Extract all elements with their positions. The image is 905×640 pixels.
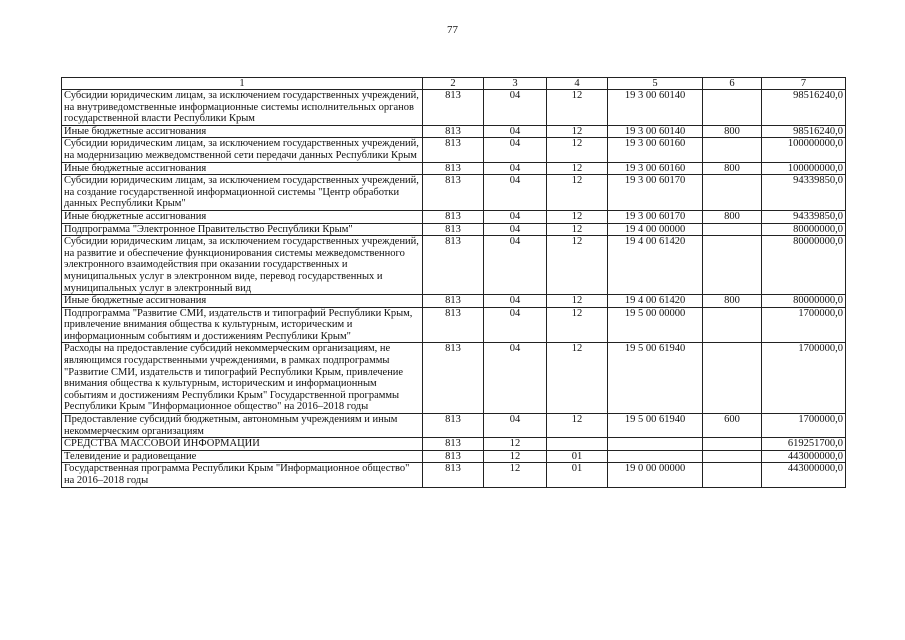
table-row — [62, 450, 846, 463]
amount: 94339850,0 — [762, 210, 846, 223]
target-article-code: 19 5 00 00000 — [608, 307, 703, 343]
column-number-row — [62, 78, 846, 90]
section-code: 04 — [484, 210, 547, 223]
subsection-code: 12 — [547, 414, 608, 438]
amount: 100000000,0 — [762, 138, 846, 162]
row-name: Предоставление субсидий бюджетным, автономным учреждениям и иным некоммерческим организациям — [62, 414, 423, 438]
target-article-code — [608, 438, 703, 451]
table-row — [62, 414, 846, 438]
section-code: 04 — [484, 343, 547, 414]
expense-type-code — [703, 223, 762, 236]
table-row — [62, 236, 846, 295]
column-header: 4 — [547, 78, 608, 90]
subsection-code: 12 — [547, 295, 608, 308]
amount: 94339850,0 — [762, 175, 846, 211]
row-name: Иные бюджетные ассигнования — [62, 295, 423, 308]
row-name: Иные бюджетные ассигнования — [62, 210, 423, 223]
column-header: 1 — [62, 78, 423, 90]
target-article-code: 19 5 00 61940 — [608, 414, 703, 438]
column-header: 7 — [762, 78, 846, 90]
section-code: 12 — [484, 450, 547, 463]
subsection-code: 12 — [547, 307, 608, 343]
row-name: Расходы на предоставление субсидий некоммерческим организациям, не являющимся государственными учреждениями, в рамках подпрограммы "Развитие СМИ, издательств и типографий Республики Крым, привлечение внимания общества к культурным, историческим и информационным событиям и достижениям Республики Крым" Государственной программы Республики Крым "Информационное общество" на 2016–2018 годы — [62, 343, 423, 414]
target-article-code: 19 4 00 00000 — [608, 223, 703, 236]
ved-code: 813 — [423, 307, 484, 343]
subsection-code: 12 — [547, 210, 608, 223]
ved-code: 813 — [423, 162, 484, 175]
amount: 80000000,0 — [762, 223, 846, 236]
target-article-code — [608, 450, 703, 463]
ved-code: 813 — [423, 414, 484, 438]
expense-type-code — [703, 450, 762, 463]
amount: 1700000,0 — [762, 414, 846, 438]
table-body — [62, 90, 846, 488]
ved-code: 813 — [423, 125, 484, 138]
amount: 98516240,0 — [762, 90, 846, 126]
table-row — [62, 343, 846, 414]
target-article-code: 19 3 00 60170 — [608, 210, 703, 223]
subsection-code — [547, 438, 608, 451]
ved-code: 813 — [423, 450, 484, 463]
section-code: 04 — [484, 223, 547, 236]
ved-code: 813 — [423, 223, 484, 236]
expense-type-code — [703, 236, 762, 295]
expense-type-code: 600 — [703, 414, 762, 438]
amount: 1700000,0 — [762, 307, 846, 343]
subsection-code: 12 — [547, 138, 608, 162]
table-row — [62, 90, 846, 126]
row-name: Подпрограмма "Развитие СМИ, издательств и типографий Республики Крым, привлечение внимания общества к культурным, историческим и информационным событиям и достижениям Республики Крым" — [62, 307, 423, 343]
subsection-code: 12 — [547, 90, 608, 126]
target-article-code: 19 3 00 60140 — [608, 90, 703, 126]
row-name: Субсидии юридическим лицам, за исключением государственных учреждений, на внутриведомственные информационные системы исполнительных органов государственной власти Республики Крым — [62, 90, 423, 126]
expense-type-code — [703, 138, 762, 162]
expense-type-code — [703, 343, 762, 414]
table-row — [62, 138, 846, 162]
amount: 80000000,0 — [762, 236, 846, 295]
section-code: 04 — [484, 162, 547, 175]
section-code: 04 — [484, 307, 547, 343]
ved-code: 813 — [423, 210, 484, 223]
section-code: 04 — [484, 295, 547, 308]
row-name: Субсидии юридическим лицам, за исключением государственных учреждений, на создание государственной информационной системы "Центр обработки данных Республики Крым" — [62, 175, 423, 211]
target-article-code: 19 3 00 60160 — [608, 162, 703, 175]
target-article-code: 19 0 00 00000 — [608, 463, 703, 487]
amount: 443000000,0 — [762, 450, 846, 463]
section-code: 04 — [484, 414, 547, 438]
subsection-code: 12 — [547, 343, 608, 414]
ved-code: 813 — [423, 236, 484, 295]
expense-type-code: 800 — [703, 162, 762, 175]
row-name: Государственная программа Республики Крым "Информационное общество" на 2016–2018 годы — [62, 463, 423, 487]
table-row — [62, 210, 846, 223]
expense-type-code — [703, 90, 762, 126]
ved-code: 813 — [423, 438, 484, 451]
expense-type-code — [703, 463, 762, 487]
budget-table — [61, 77, 846, 488]
subsection-code: 12 — [547, 223, 608, 236]
table-row — [62, 438, 846, 451]
ved-code: 813 — [423, 175, 484, 211]
ved-code: 813 — [423, 90, 484, 126]
section-code: 12 — [484, 438, 547, 451]
amount: 98516240,0 — [762, 125, 846, 138]
subsection-code: 12 — [547, 162, 608, 175]
column-header: 2 — [423, 78, 484, 90]
subsection-code: 12 — [547, 236, 608, 295]
ved-code: 813 — [423, 138, 484, 162]
table-row — [62, 295, 846, 308]
target-article-code: 19 5 00 61940 — [608, 343, 703, 414]
section-code: 04 — [484, 175, 547, 211]
target-article-code: 19 3 00 60140 — [608, 125, 703, 138]
amount: 1700000,0 — [762, 343, 846, 414]
expense-type-code: 800 — [703, 295, 762, 308]
ved-code: 813 — [423, 463, 484, 487]
table-row — [62, 463, 846, 487]
row-name: Иные бюджетные ассигнования — [62, 125, 423, 138]
expense-type-code — [703, 175, 762, 211]
section-code: 04 — [484, 125, 547, 138]
target-article-code: 19 4 00 61420 — [608, 295, 703, 308]
expense-type-code: 800 — [703, 125, 762, 138]
column-header: 3 — [484, 78, 547, 90]
target-article-code: 19 4 00 61420 — [608, 236, 703, 295]
table-row — [62, 307, 846, 343]
column-header: 6 — [703, 78, 762, 90]
expense-type-code — [703, 438, 762, 451]
amount: 443000000,0 — [762, 463, 846, 487]
table-row — [62, 162, 846, 175]
section-code: 04 — [484, 236, 547, 295]
row-name: Субсидии юридическим лицам, за исключением государственных учреждений, на развитие и обеспечение функционирования системы межведомственного электронного взаимодействия при оказании государственных и муниципальных услуг в электронном виде, перевод государственных и муниципальных услуг в электронный вид — [62, 236, 423, 295]
ved-code: 813 — [423, 295, 484, 308]
page-number: 77 — [447, 24, 458, 36]
row-name: Субсидии юридическим лицам, за исключением государственных учреждений, на модернизацию межведомственной сети передачи данных Республики Крым — [62, 138, 423, 162]
row-name: Иные бюджетные ассигнования — [62, 162, 423, 175]
row-name: СРЕДСТВА МАССОВОЙ ИНФОРМАЦИИ — [62, 438, 423, 451]
table-row — [62, 175, 846, 211]
target-article-code: 19 3 00 60170 — [608, 175, 703, 211]
row-name: Подпрограмма "Электронное Правительство Республики Крым" — [62, 223, 423, 236]
section-code: 04 — [484, 138, 547, 162]
table-row — [62, 223, 846, 236]
section-code: 04 — [484, 90, 547, 126]
amount: 100000000,0 — [762, 162, 846, 175]
subsection-code: 12 — [547, 125, 608, 138]
subsection-code: 01 — [547, 463, 608, 487]
amount: 619251700,0 — [762, 438, 846, 451]
subsection-code: 01 — [547, 450, 608, 463]
table-row — [62, 125, 846, 138]
target-article-code: 19 3 00 60160 — [608, 138, 703, 162]
expense-type-code — [703, 307, 762, 343]
section-code: 12 — [484, 463, 547, 487]
amount: 80000000,0 — [762, 295, 846, 308]
ved-code: 813 — [423, 343, 484, 414]
expense-type-code: 800 — [703, 210, 762, 223]
subsection-code: 12 — [547, 175, 608, 211]
row-name: Телевидение и радиовещание — [62, 450, 423, 463]
column-header: 5 — [608, 78, 703, 90]
